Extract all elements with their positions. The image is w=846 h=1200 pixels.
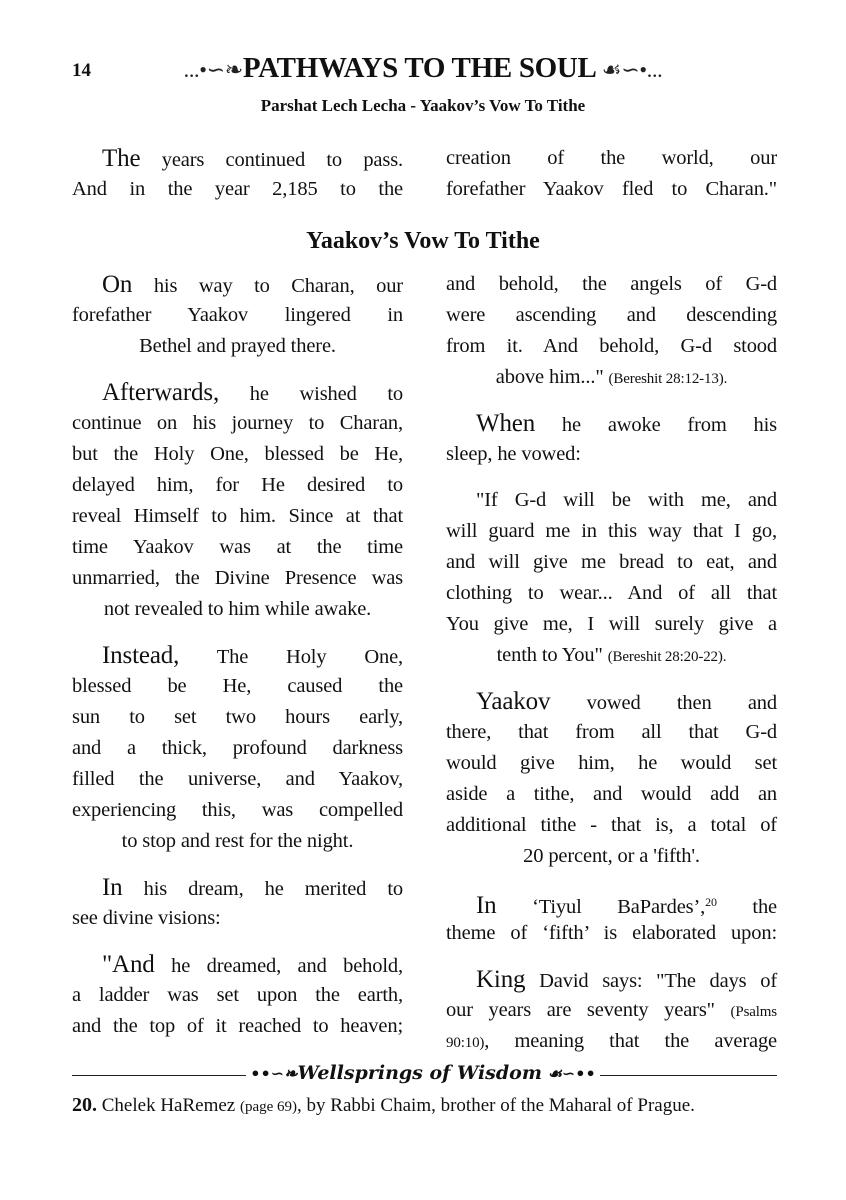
- text-segment: there, that from all that G-d: [446, 721, 777, 743]
- lead-word: When: [476, 410, 536, 437]
- text-line: [446, 748, 777, 779]
- lead-word: On: [102, 271, 133, 298]
- paragraph: [446, 964, 777, 1057]
- footnote: [72, 1094, 695, 1117]
- text-segment: he wished to: [219, 383, 403, 405]
- book-title: PATHWAYS TO THE SOUL: [242, 52, 597, 84]
- text-segment: he dreamed, and behold,: [154, 955, 403, 977]
- text-segment: not revealed to him while awake.: [103, 598, 372, 620]
- paragraph: [446, 686, 777, 872]
- text-segment: ‘Tiyul BaPardes’,: [496, 896, 706, 918]
- lead-word: Yaakov: [476, 688, 551, 715]
- text-line: [446, 779, 777, 810]
- text-segment: theme of ‘fifth’ is elaborated upon:: [446, 922, 777, 944]
- left-column: [72, 269, 403, 1057]
- paragraph: [72, 640, 403, 857]
- text-segment: , meaning that the average: [484, 1030, 777, 1052]
- text-segment: his dream, he merited to: [122, 878, 403, 900]
- text-line: [72, 594, 403, 625]
- text-segment: years continued to pass.: [140, 149, 403, 171]
- text-line: [72, 143, 403, 174]
- text-line: [72, 671, 403, 702]
- text-segment: were ascending and descending: [446, 304, 777, 326]
- text-segment: our years are seventy years": [446, 999, 731, 1021]
- running-subtitle: Parshat Lech Lecha - Yaakov’s Vow To Tithe: [260, 96, 586, 115]
- text-segment: reveal Himself to him. Since at that: [72, 505, 403, 527]
- text-segment: and will give me bread to eat, and: [446, 551, 777, 573]
- text-segment: and a thick, profound darkness: [72, 737, 403, 759]
- text-segment: his way to Charan, our: [132, 275, 403, 297]
- text-segment: but the Holy One, blessed be He,: [72, 443, 403, 465]
- text-line: [72, 563, 403, 594]
- text-line: [72, 174, 403, 205]
- text-line: [446, 300, 777, 331]
- intro-left-column: [72, 143, 403, 220]
- text-line: [72, 377, 403, 408]
- text-line: [72, 826, 403, 857]
- ornament-left-icon: [184, 57, 243, 82]
- text-line: [446, 269, 777, 300]
- text-segment: aside a tithe, and would add an: [446, 783, 777, 805]
- text-segment: experiencing this, was compelled: [72, 799, 403, 821]
- lead-word: "And: [102, 951, 155, 978]
- lead-word: Afterwards,: [102, 379, 220, 406]
- text-segment: from it. And behold, G-d stood: [446, 335, 777, 357]
- citation: (Bereshit 28:12-13).: [608, 371, 728, 387]
- text-line: [446, 408, 777, 439]
- paragraph: [446, 269, 777, 393]
- text-line: [446, 887, 777, 918]
- text-line: [446, 609, 777, 640]
- text-line: [72, 872, 403, 903]
- text-line: [72, 1011, 403, 1042]
- ornament-right-icon: [542, 1062, 596, 1084]
- footnote-text: Chelek HaRemez: [97, 1095, 240, 1116]
- intro-right-column: [446, 143, 777, 220]
- footer-ornament-title: Wellsprings of Wisdom: [297, 1062, 542, 1084]
- paragraph: [446, 485, 777, 671]
- text-segment: And in the year 2,185 to the: [72, 178, 403, 200]
- text-segment: additional tithe - that is, a total of: [446, 814, 777, 836]
- text-line: [446, 547, 777, 578]
- section-heading: Yaakov’s Vow To Tithe: [306, 228, 540, 254]
- text-segment: tenth to You": [496, 644, 608, 666]
- lead-word: In: [476, 892, 497, 919]
- text-segment: Bethel and prayed there.: [139, 335, 336, 357]
- text-segment: filled the universe, and Yaakov,: [72, 768, 403, 790]
- text-segment: forefather Yaakov fled to Charan.": [446, 178, 777, 200]
- text-segment: clothing to wear... And of all that: [446, 582, 777, 604]
- text-line: [446, 686, 777, 717]
- text-line: [72, 903, 403, 934]
- ornament-right-icon: [597, 57, 663, 82]
- text-line: [446, 640, 777, 671]
- text-segment: sleep, he vowed:: [446, 443, 581, 465]
- text-line: [446, 485, 777, 516]
- text-line: [72, 408, 403, 439]
- text-line: [446, 1026, 777, 1057]
- text-segment: sun to set two hours early,: [72, 706, 403, 728]
- text-segment: the: [716, 896, 777, 918]
- text-line: [72, 331, 403, 362]
- text-segment: and behold, the angels of G-d: [446, 273, 777, 295]
- footnote-ref: 20: [705, 895, 717, 909]
- text-line: [72, 949, 403, 980]
- text-line: [72, 702, 403, 733]
- text-line: [446, 143, 777, 174]
- text-line: [446, 578, 777, 609]
- text-line: [446, 995, 777, 1026]
- text-segment: You give me, I will surely give a: [446, 613, 777, 635]
- text-segment: "If G-d will be with me, and: [476, 489, 777, 511]
- running-title: [0, 52, 846, 85]
- right-column: [446, 269, 777, 1072]
- text-segment: he awoke from his: [535, 414, 777, 436]
- text-line: [446, 362, 777, 393]
- text-line: [72, 470, 403, 501]
- paragraph: [72, 872, 403, 934]
- text-line: [446, 331, 777, 362]
- text-line: [446, 964, 777, 995]
- text-segment: a ladder was set upon the earth,: [72, 984, 403, 1006]
- footnote-number: 20.: [72, 1094, 97, 1116]
- paragraph: [446, 143, 777, 205]
- paragraph: [446, 408, 777, 470]
- text-segment: continue on his journey to Charan,: [72, 412, 403, 434]
- text-line: [72, 795, 403, 826]
- paragraph: [446, 887, 777, 949]
- citation: (Bereshit 28:20-22).: [607, 649, 727, 665]
- text-line: [72, 980, 403, 1011]
- lead-word: In: [102, 874, 123, 901]
- page-number: 14: [72, 60, 91, 81]
- text-segment: would give him, he would set: [446, 752, 777, 774]
- text-line: [446, 841, 777, 872]
- text-segment: creation of the world, our: [446, 147, 777, 169]
- text-segment: to stop and rest for the night.: [121, 830, 354, 852]
- text-segment: and the top of it reached to heaven;: [72, 1015, 403, 1037]
- text-segment: unmarried, the Divine Presence was: [72, 567, 403, 589]
- text-line: [72, 640, 403, 671]
- text-segment: vowed then and: [550, 692, 777, 714]
- paragraph: [72, 143, 403, 205]
- text-line: [72, 733, 403, 764]
- lead-word: The: [102, 145, 141, 172]
- text-line: [446, 174, 777, 205]
- text-segment: will guard me in this way that I go,: [446, 520, 777, 542]
- text-segment: above him...": [495, 366, 609, 388]
- footnote-cite: (page 69): [239, 1099, 298, 1115]
- ornament-left-icon: [250, 1062, 297, 1084]
- text-line: [72, 501, 403, 532]
- paragraph: [72, 377, 403, 625]
- text-line: [72, 764, 403, 795]
- paragraph: [72, 269, 403, 362]
- footnote-text-end: , by Rabbi Chaim, brother of the Maharal of Prague.: [297, 1095, 695, 1116]
- text-line: [446, 918, 777, 949]
- citation: (Psalms: [730, 1004, 777, 1020]
- footer-ornament: [0, 1062, 846, 1084]
- text-line: [72, 269, 403, 300]
- text-segment: David says: "The days of: [525, 970, 777, 992]
- text-line: [446, 717, 777, 748]
- text-segment: forefather Yaakov lingered in: [72, 304, 403, 326]
- lead-word: King: [476, 966, 526, 993]
- text-line: [446, 810, 777, 841]
- text-line: [446, 439, 777, 470]
- text-segment: time Yaakov was at the time: [72, 536, 403, 558]
- text-segment: The Holy One,: [179, 646, 403, 668]
- text-segment: see divine visions:: [72, 907, 221, 929]
- paragraph: [72, 949, 403, 1042]
- text-line: [72, 439, 403, 470]
- text-line: [72, 532, 403, 563]
- citation: 90:10): [446, 1035, 485, 1051]
- text-line: [72, 300, 403, 331]
- lead-word: Instead,: [102, 642, 180, 669]
- text-line: [446, 516, 777, 547]
- text-segment: delayed him, for He desired to: [72, 474, 403, 496]
- text-segment: blessed be He, caused the: [72, 675, 403, 697]
- text-segment: 20 percent, or a 'fifth'.: [523, 845, 700, 867]
